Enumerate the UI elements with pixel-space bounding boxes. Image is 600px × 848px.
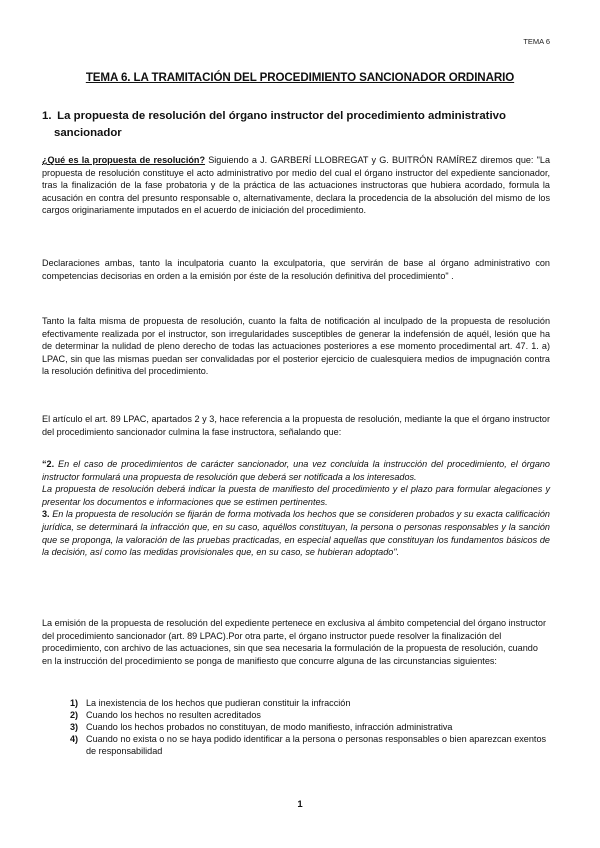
quote-item-3: En la propuesta de resolución se fijarán de forma motivada los hechos que se consideren probados y su exacta calificación jurídica, se determinará la infracción que, en su caso, aquéllos constituyan, la persona o personas responsables y la sanción que se proponga, la valoración de las pruebas practicadas, en especial aquellas que constituyan los fundamentos básicos de la decisión, así como las medidas provisionales que, en su caso, se hubieran adoptado".	[42, 509, 550, 558]
section-heading-line1: La propuesta de resolución del órgano instructor del procedimiento administrativo	[57, 110, 506, 122]
document-title: TEMA 6. LA TRAMITACIÓN DEL PROCEDIMIENTO SANCIONADOR ORDINARIO	[85, 71, 515, 84]
paragraph-competence	[42, 617, 550, 667]
quote-mark-3: 3.	[42, 509, 50, 520]
paragraph-article	[42, 413, 550, 438]
quote-item-2: En el caso de procedimientos de carácter sancionador, una vez concluida la instrucción del procedimiento, el órgano instructor formulará una propuesta de resolución que deberá ser notificada a los interesados.	[42, 459, 550, 482]
list-item: 1) La inexistencia de los hechos que pudieran constituir la infracción	[70, 698, 351, 708]
paragraph-declarations	[42, 257, 550, 282]
header-tag: TEMA 6	[523, 37, 550, 46]
question-lead: ¿Qué es la propuesta de resolución?	[42, 155, 206, 165]
section-number: 1.	[42, 110, 52, 122]
paragraph-article-text: El artículo el art. 89 LPAC, apartados 2 y 3, hace referencia a la propuesta de resolución, mediante la que el órgano instructor del procedimiento sancionador culmina la fase instructora, señalando que:	[42, 414, 550, 437]
legal-quote	[42, 458, 550, 559]
section-heading-line2: sancionador	[54, 127, 122, 139]
circumstances-list	[70, 697, 550, 757]
paragraph-definition	[42, 154, 550, 217]
quote-proposal-text: La propuesta de resolución deberá indicar la puesta de manifiesto del procedimiento y el plazo para formular alegaciones y presentar los documentos e informaciones que se estimen pertinentes.	[42, 484, 550, 507]
paragraph-competence-text: La emisión de la propuesta de resolución del expediente pertenece en exclusiva al ámbito competencial del órgano instructor del procedimiento sancionador (art. 89 LPAC).Por otra parte, el órgano instructor puede resolver la finalización del procedimiento, con archivo de las actuaciones, sin que sea necesaria la formulación de la propuesta de resolución, cuando en la instrucción del procedimiento se ponga de manifiesto que concurre alguna de las circunstancias siguientes:	[42, 618, 547, 666]
page-number: 1	[297, 799, 303, 810]
paragraph-nullity	[42, 315, 550, 378]
paragraph-definition-text: Siguiendo a J. GARBERÍ LLOBREGAT y G. BUITRÓN RAMÍREZ diremos que: "La propuesta de resolución constituye el acto administrativo por medio del cual el órgano instructor del expediente sancionador, tras la finalización de la fase probatoria y de la práctica de las actuaciones instructoras que hubiera acordado, formula la acusación en contra del presunto responsable o, alternativamente, declara la procedencia de la absolución del mismo de los cargos originariamente imputados en el acuerdo de iniciación del procedimiento.	[42, 155, 550, 216]
paragraph-nullity-text: Tanto la falta misma de propuesta de resolución, cuanto la falta de notificación al inculpado de la propuesta de resolución efectivamente realizada por el instructor, son irregularidades susceptibles de generar la indefensión de aquél, lesión que ha de determinar la nulidad de pleno derecho de todas las actuaciones posteriores a ese momento procedimental art. 47. 1. a) LPAC, sin que las mismas puedan ser convalidadas por el posterior ejercicio de cualesquiera medios de impugnación contra la resolución definitiva del procedimiento.	[42, 316, 550, 377]
quote-mark-2: “2.	[42, 459, 55, 469]
list-item: 4) Cuando no exista o no se haya podido identificar a la persona o personas responsables o bien aparezcan exentos de responsabilidad	[70, 734, 547, 756]
section-heading	[42, 108, 562, 142]
list-item: 2) Cuando los hechos no resulten acreditados	[70, 710, 261, 720]
list-item: 3) Cuando los hechos probados no constituyan, de modo manifiesto, infracción administrativa	[70, 722, 453, 732]
paragraph-declarations-text: Declaraciones ambas, tanto la inculpatoria cuanto la exculpatoria, que servirán de base al órgano administrativo con competencias decisorias en orden a la emisión por éste de la resolución definitiva del procedimiento" .	[42, 258, 550, 281]
